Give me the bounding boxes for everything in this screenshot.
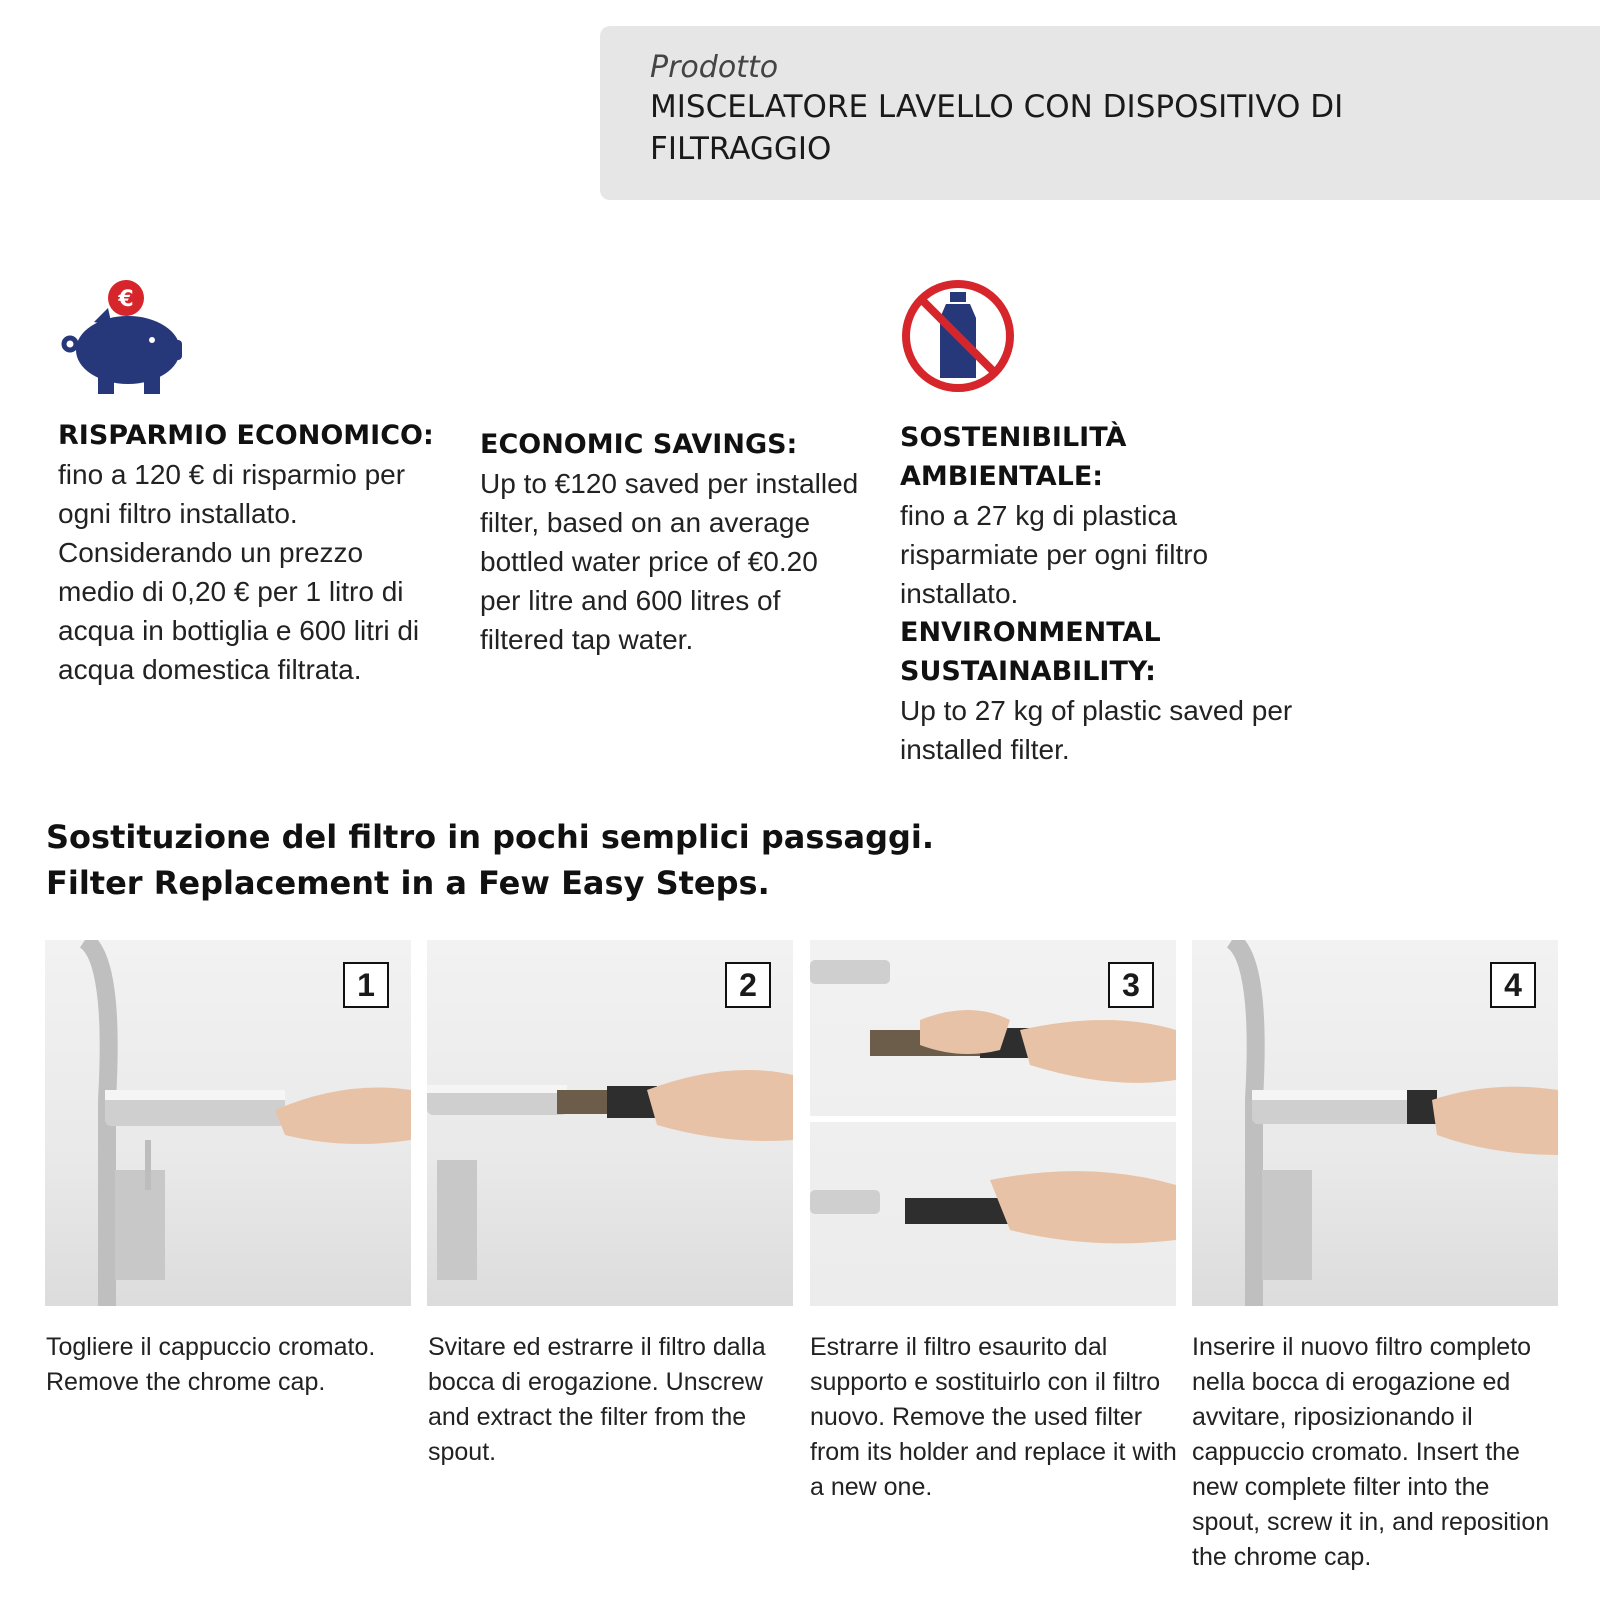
- steps-title: [46, 814, 934, 906]
- step-text-2: Svitare ed estrarre il filtro dalla bocca di erogazione. Unscrew and extract the filter from the spout.: [428, 1333, 766, 1466]
- step-number: 2: [725, 962, 771, 1008]
- benefit-text: Up to €120 saved per installed filter, based on an average bottled water price of €0.20 per litre and 600 litres of filtered tap water.: [480, 468, 859, 655]
- benefit-savings-en: [480, 425, 860, 659]
- step-image-3: [810, 940, 1176, 1306]
- benefit-savings-it: [58, 416, 438, 689]
- steps-title-it: Sostituzione del filtro in pochi semplici passaggi.: [46, 818, 935, 856]
- step-image-4: [1192, 940, 1558, 1306]
- step-number: 3: [1108, 962, 1154, 1008]
- svg-text:€: €: [118, 287, 134, 312]
- benefit-text: fino a 120 € di risparmio per ogni filtro installato. Considerando un prezzo medio di 0,20 € per 1 litro di acqua in bottiglia e 600 litri di acqua domestica filtrata.: [58, 459, 420, 685]
- no-plastic-bottle-icon: [898, 278, 1020, 394]
- step-text-3: Estrarre il filtro esaurito dal supporto e sostituirlo con il filtro nuovo. Remove the used filter from its holder and replace it with a new one.: [810, 1333, 1177, 1501]
- step-image-2: [427, 940, 793, 1306]
- benefit-heading: SOSTENIBILITÀ AMBIENTALE:: [900, 422, 1127, 492]
- benefit-text: fino a 27 kg di plastica risparmiate per ogni filtro installato.: [900, 500, 1209, 609]
- piggy-bank-icon: [56, 278, 186, 398]
- step-text-4: Inserire il nuovo filtro completo nella bocca di erogazione ed avvitare, riposizionando il cappuccio cromato. Insert the new complete filter into the spout, screw it in, and reposition the chrome cap.: [1192, 1333, 1550, 1571]
- product-title: MISCELATORE LAVELLO CON DISPOSITIVO DI FILTRAGGIO: [650, 89, 1344, 167]
- step-number: 4: [1490, 962, 1536, 1008]
- step-text-1: Togliere il cappuccio cromato. Remove the chrome cap.: [46, 1333, 376, 1396]
- benefit-text-en: Up to 27 kg of plastic saved per installed filter.: [900, 695, 1293, 765]
- benefit-heading: ECONOMIC SAVINGS:: [480, 429, 798, 460]
- benefit-heading: RISPARMIO ECONOMICO:: [58, 420, 434, 451]
- steps-title-en: Filter Replacement in a Few Easy Steps.: [46, 864, 770, 902]
- product-label: Prodotto: [650, 50, 779, 85]
- benefit-sustainability: [900, 418, 1320, 780]
- step-number: 1: [343, 962, 389, 1008]
- product-header: [600, 26, 1600, 200]
- step-image-1: [45, 940, 411, 1306]
- benefit-heading-en: ENVIRONMENTAL SUSTAINABILITY:: [900, 617, 1161, 687]
